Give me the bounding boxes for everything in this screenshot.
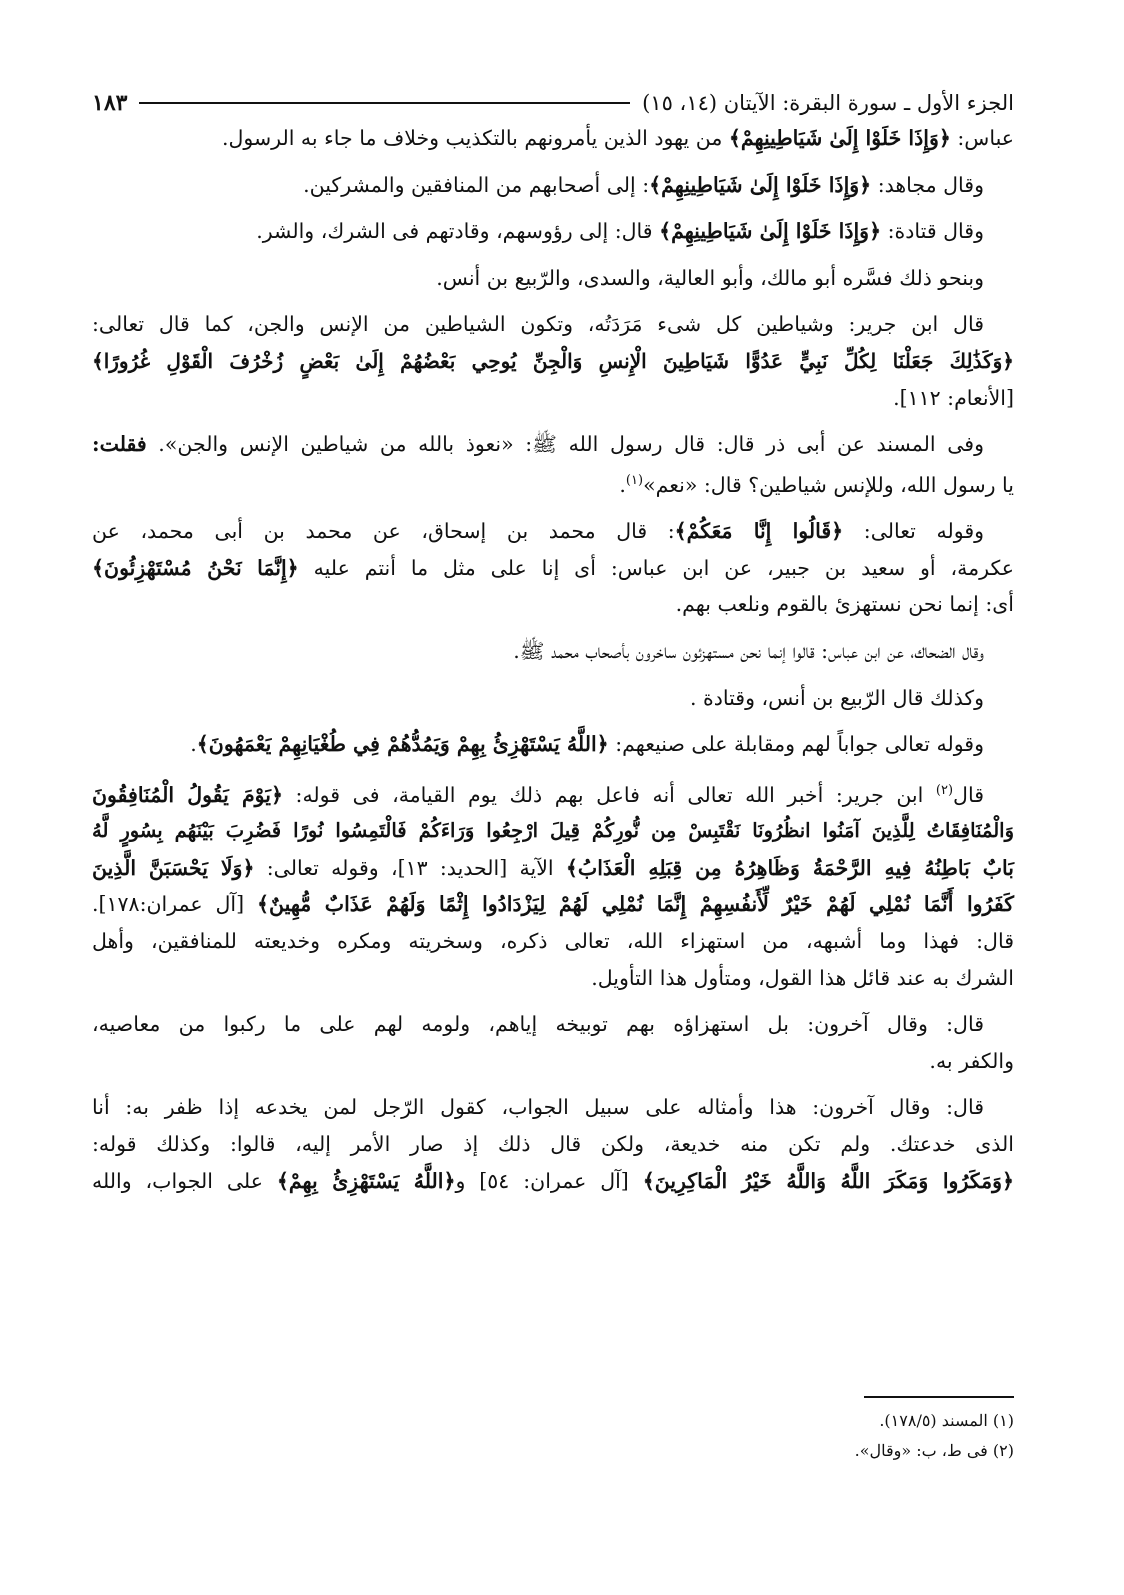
paragraph-12 xyxy=(92,1006,1014,1079)
text-line xyxy=(92,120,1014,157)
text-line: الذى خدعتك. ولم تكن منه خديعة، ولكن قال ذلك إذ صار الأمر إليه، قالوا: وكذلك قوله: xyxy=(92,1131,1014,1156)
text-span: ابن جرير: أخبر الله تعالى أنه فاعل بهم ذلك يوم القيامة، فى قوله: xyxy=(282,782,936,807)
text-span: عكرمة، أو سعيد بن جبير، عن ابن عباس: أى إنا على مثل ما أنتم عليه xyxy=(298,555,1014,580)
paragraph-11 xyxy=(92,773,1014,996)
paragraph-8: وقال الضحاك، عن ابن عباس: قالوا إنما نحن مستهزئون ساخرون بأصحاب محمد ﷺ. xyxy=(513,638,984,663)
text-line: والكفر به. xyxy=(929,1048,1014,1073)
text-line xyxy=(92,773,1014,813)
text-line xyxy=(92,513,1014,550)
text-span: [آل عمران:١٧٨]. xyxy=(92,892,258,917)
text-line: قال: وقال آخرون: بل استهزاؤه بهم توبيخه إياهم، ولومه لهم على ما ركبوا من معاصيه، xyxy=(92,1012,984,1037)
quran-quote: ﴿وَإِذَا خَلَوْا إِلَىٰ شَيَاطِينِهِمْ﴾ xyxy=(649,172,872,197)
paragraph-4: وبنحو ذلك فسَّره أبو مالك، وأبو العالية، والسدى، والرّبيع بن أنس. xyxy=(436,265,984,290)
footnote-2: (٢) فى ط، ب: «وقال». xyxy=(854,1441,1014,1460)
text-line: الشرك به عند قائل هذا القول، ومتأول هذا التأويل. xyxy=(591,965,1014,990)
text-line xyxy=(92,1163,1014,1200)
paragraph-1 xyxy=(92,120,1014,157)
text-span: . xyxy=(190,732,197,757)
text-line xyxy=(92,886,1014,923)
text-span: : إلى أصحابهم من المنافقين والمشركين. xyxy=(303,172,650,197)
text-span: [آل عمران: ٥٤] و xyxy=(455,1168,643,1193)
paragraph-2 xyxy=(92,167,1014,204)
text-span: على الجواب، والله xyxy=(92,1168,277,1193)
paragraph-5 xyxy=(92,306,1014,416)
quran-quote: وَالْمُنَافِقَاتُ لِلَّذِينَ آمَنُوا انظُرُونَا نَقْتَبِسْ مِن نُّورِكُمْ قِيلَ ارْجِعُوا وَرَاءَكُمْ فَالْتَمِسُوا نُورًا فَضُرِبَ بَيْنَهُم بِسُورٍ لَّهُ xyxy=(92,819,1014,843)
quran-quote: ﴿إِنَّمَا نَحْنُ مُسْتَهْزِئُونَ﴾ xyxy=(92,555,299,580)
text-line: قال: وقال آخرون: هذا وأمثاله على سبيل الجواب، كقول الرّجل لمن يخدعه إذا ظفر به: أنا xyxy=(92,1095,984,1120)
paragraph-9: وكذلك قال الرّبيع بن أنس، وقتادة . xyxy=(689,685,984,710)
footnote-rule xyxy=(864,1396,1014,1398)
text-line xyxy=(92,850,1014,887)
text-span: يا رسول الله، وللإنس شياطين؟ قال: «نعم» xyxy=(643,472,1014,497)
text-span: وفى المسند عن أبى ذر قال: قال رسول الله ﷺ: «نعوذ بالله من شياطين الإنس والجن». xyxy=(146,432,984,457)
quran-quote: ﴿اللَّهُ يَسْتَهْزِئُ بِهِمْ وَيَمُدُّهُمْ فِي طُغْيَانِهِمْ يَعْمَهُونَ﴾ xyxy=(196,732,609,757)
quran-quote: ﴿يَوْمَ يَقُولُ الْمُنَافِقُونَ xyxy=(92,782,283,807)
text-line: قال ابن جرير: وشياطين كل شىء مَرَدَتُه، وتكون الشياطين من الإنس والجن، كما قال تعالى: xyxy=(92,312,984,337)
page-number: ١٨٣ xyxy=(92,90,128,116)
text-line xyxy=(92,550,1014,587)
running-title: الجزء الأول ـ سورة البقرة: الآيتان (١٤، ١٥) xyxy=(642,91,1014,115)
running-header xyxy=(92,86,1014,120)
text-line: [الأنعام: ١١٢]. xyxy=(893,385,1014,410)
text-span: : قال محمد بن إسحاق، عن محمد بن أبى محمد، عن xyxy=(92,519,675,544)
text-span: من يهود الذين يأمرونهم بالتكذيب وخلاف ما جاء به الرسول. xyxy=(221,126,729,150)
bold-word: فقلت: xyxy=(92,432,147,457)
quran-quote: ﴿وَلَا يَحْسَبَنَّ الَّذِينَ xyxy=(92,855,255,880)
text-span: . xyxy=(619,472,626,497)
footnote-ref-2[interactable]: (٢) xyxy=(935,782,954,798)
page-body xyxy=(92,86,1014,1209)
text-span: وقال مجاهد: xyxy=(871,172,984,197)
header-rule xyxy=(139,102,630,104)
text-line xyxy=(92,426,1014,463)
paragraph-10 xyxy=(92,726,1014,763)
footnote-1: (١) المسند (١٧٨/٥). xyxy=(879,1411,1014,1430)
quran-quote: كَفَرُوا أَنَّمَا نُمْلِي لَهُمْ خَيْرٌ لِّأَنفُسِهِمْ إِنَّمَا نُمْلِي لَهُمْ لِيَزْدَادُوا إِثْمًا وَلَهُمْ عَذَابٌ مُّهِينٌ﴾ xyxy=(257,892,1014,917)
paragraph-13 xyxy=(92,1089,1014,1199)
paragraph-7 xyxy=(92,513,1014,623)
text-span: وقوله تعالى جواباً لهم ومقابلة على صنيعهم: xyxy=(608,732,984,757)
paragraph-3 xyxy=(92,213,1014,250)
text-span: قال xyxy=(953,782,984,807)
quran-quote: ﴿وَكَذَٰلِكَ جَعَلْنَا لِكُلِّ نَبِيٍّ عَدُوًّا شَيَاطِينَ الْإِنسِ وَالْجِنِّ يُوحِي بَعْضُهُمْ إِلَىٰ بَعْضٍ زُخْرُفَ الْقَوْلِ غُرُورًا﴾ xyxy=(92,348,1014,373)
text-span: وقال قتادة: xyxy=(881,219,984,244)
text-span: وقوله تعالى: xyxy=(843,519,985,544)
quran-quote: ﴿اللَّهُ يَسْتَهْزِئُ بِهِمْ﴾ xyxy=(276,1168,456,1193)
text-span: قال: إلى رؤوسهم، وقادتهم فى الشرك، والشر. xyxy=(256,219,660,244)
quran-quote: بَابٌ بَاطِنُهُ فِيهِ الرَّحْمَةُ وَظَاهِرُهُ مِن قِبَلِهِ الْعَذَابُ﴾ xyxy=(565,855,1014,880)
text-span: عباس: xyxy=(950,126,1014,150)
footnotes xyxy=(92,1396,1014,1466)
footnote-ref-1[interactable]: (١) xyxy=(625,472,644,488)
text-line: قال: فهذا وما أشبهه، من استهزاء الله، تعالى ذكره، وسخريته ومكره وخديعته للمنافقين، وأهل xyxy=(92,928,1014,953)
text-line: أى: إنما نحن نستهزئ بالقوم ونلعب بهم. xyxy=(675,592,1014,617)
paragraph-6 xyxy=(92,426,1014,503)
text-span: الآية [الحديد: ١٣]، وقوله تعالى: xyxy=(254,855,566,880)
quran-quote: ﴿وَإِذَا خَلَوْا إِلَىٰ شَيَاطِينِهِمْ﴾ xyxy=(728,126,951,150)
quran-quote: ﴿وَإِذَا خَلَوْا إِلَىٰ شَيَاطِينِهِمْ﴾ xyxy=(659,219,882,244)
quran-quote: ﴿وَمَكَرُوا وَمَكَرَ اللَّهُ وَاللَّهُ خَيْرُ الْمَاكِرِينَ﴾ xyxy=(642,1168,1014,1193)
quran-quote: ﴿قَالُوا إِنَّا مَعَكُمْ﴾ xyxy=(674,519,844,544)
text-line xyxy=(92,463,1014,503)
